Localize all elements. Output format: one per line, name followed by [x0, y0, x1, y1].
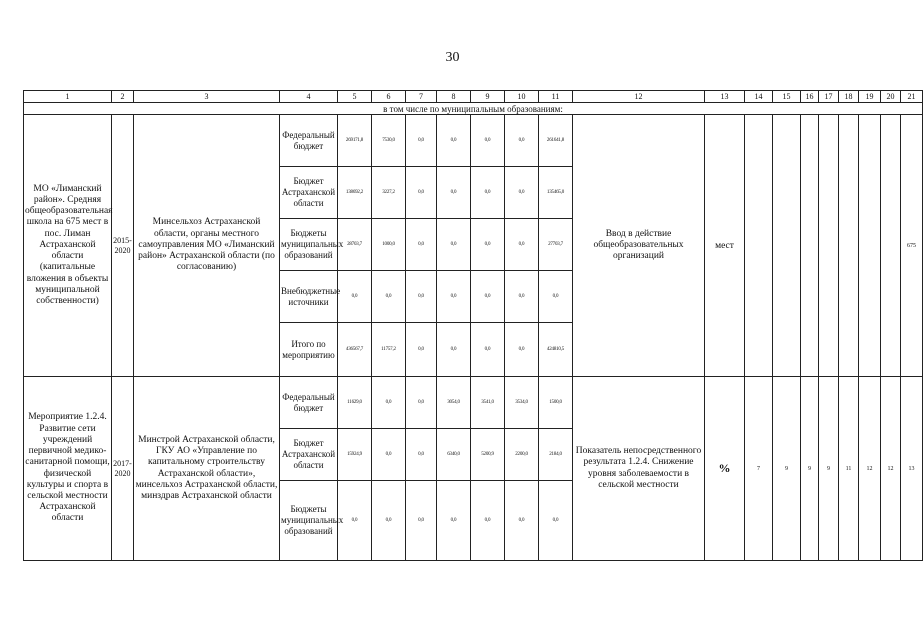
value-cell: 0,0 [406, 115, 437, 167]
value-cell: 0,0 [437, 115, 471, 167]
value-cell: 7530,0 [372, 115, 406, 167]
value-cell: 0,0 [437, 167, 471, 219]
indicator-name: Показатель непосредственного результата 1.2.4. Снижение уровня заболеваемости в сельской местности [573, 377, 705, 561]
value-cell: 0,0 [406, 167, 437, 219]
value-cell: 138692,2 [338, 167, 372, 219]
col-number: 5 [338, 91, 372, 103]
target-value: 9 [819, 377, 839, 561]
value-cell: 0,0 [505, 115, 539, 167]
value-cell: 0,0 [505, 323, 539, 377]
col-number: 19 [859, 91, 881, 103]
value-cell: 2184,0 [539, 429, 573, 481]
value-cell: 0,0 [372, 377, 406, 429]
value-cell: 0,0 [372, 481, 406, 561]
value-cell: 0,0 [471, 167, 505, 219]
indicator-unit: % [705, 377, 745, 561]
value-cell: 5200,9 [471, 429, 505, 481]
col-number: 7 [406, 91, 437, 103]
col-number: 9 [471, 91, 505, 103]
col-number: 3 [134, 91, 280, 103]
value-cell: 0,0 [338, 271, 372, 323]
value-cell: 27703,7 [539, 219, 573, 271]
value-cell: 0,0 [505, 481, 539, 561]
measure-executor: Минстрой Астраханской области, ГКУ АО «Управление по капитальному строительству Астраханской области», минсельхоз Астраханской области, минздрав Астраханской области [134, 377, 280, 561]
value-cell: 135465,0 [539, 167, 573, 219]
value-cell: 0,0 [539, 271, 573, 323]
program-table [23, 90, 923, 561]
col-number: 17 [819, 91, 839, 103]
col-number: 21 [901, 91, 923, 103]
col-number: 16 [801, 91, 819, 103]
value-cell: 0,0 [437, 323, 471, 377]
target-value: 9 [773, 377, 801, 561]
funding-source: Федеральный бюджет [280, 377, 338, 429]
value-cell: 11629,0 [338, 377, 372, 429]
value-cell: 1500,0 [539, 377, 573, 429]
value-cell: 0,0 [406, 429, 437, 481]
target-value: 13 [901, 377, 923, 561]
value-cell: 0,0 [406, 271, 437, 323]
value-cell: 0,0 [539, 481, 573, 561]
funding-source: Внебюджетные источники [280, 271, 338, 323]
col-number: 2 [112, 91, 134, 103]
col-number: 15 [773, 91, 801, 103]
value-cell: 0,0 [406, 323, 437, 377]
target-value [839, 115, 859, 377]
value-cell: 11757,2 [372, 323, 406, 377]
measure-years: 2015-2020 [112, 115, 134, 377]
target-value: 12 [881, 377, 901, 561]
value-cell: 0,0 [406, 481, 437, 561]
value-cell: 3054,0 [437, 377, 471, 429]
indicator-name: Ввод в действие общеобразовательных организаций [573, 115, 705, 377]
value-cell: 6340,0 [437, 429, 471, 481]
subtitle-row [24, 103, 923, 115]
value-cell: 1000,0 [372, 219, 406, 271]
target-value [819, 115, 839, 377]
target-value: 675 [901, 115, 923, 377]
value-cell: 0,0 [406, 377, 437, 429]
value-cell: 2200,0 [505, 429, 539, 481]
target-value [773, 115, 801, 377]
target-value [745, 115, 773, 377]
measure-years: 2017-2020 [112, 377, 134, 561]
value-cell: 436567,7 [338, 323, 372, 377]
target-value: 9 [801, 377, 819, 561]
value-cell: 0,0 [505, 167, 539, 219]
value-cell: 0,0 [471, 115, 505, 167]
col-number: 8 [437, 91, 471, 103]
value-cell: 0,0 [372, 271, 406, 323]
value-cell: 0,0 [471, 323, 505, 377]
col-number: 6 [372, 91, 406, 103]
funding-source: Бюджеты муниципальных образований [280, 481, 338, 561]
page-number: 30 [445, 50, 460, 65]
value-cell: 424810,5 [539, 323, 573, 377]
value-cell: 15924,9 [338, 429, 372, 481]
value-cell: 0,0 [505, 219, 539, 271]
target-value: 12 [859, 377, 881, 561]
col-number: 20 [881, 91, 901, 103]
table-row [24, 377, 923, 429]
value-cell: 0,0 [437, 219, 471, 271]
measure-name: Мероприятие 1.2.4. Развитие сети учреждений первичной медико-санитарной помощи, физической культуры и спорта в сельской местности Астраханской области [24, 377, 112, 561]
table-row [24, 115, 923, 167]
value-cell: 3227,2 [372, 167, 406, 219]
value-cell: 0,0 [338, 481, 372, 561]
value-cell: 261641,8 [539, 115, 573, 167]
value-cell: 0,0 [372, 429, 406, 481]
funding-source: Федеральный бюджет [280, 115, 338, 167]
funding-source: Бюджет Астраханской области [280, 167, 338, 219]
value-cell: 269171,8 [338, 115, 372, 167]
value-cell: 3534,0 [505, 377, 539, 429]
section-subtitle: в том числе по муниципальным образованиям: [24, 103, 923, 115]
col-number: 10 [505, 91, 539, 103]
value-cell: 3541,0 [471, 377, 505, 429]
value-cell: 28703,7 [338, 219, 372, 271]
target-value [881, 115, 901, 377]
indicator-unit: мест [705, 115, 745, 377]
value-cell: 0,0 [471, 481, 505, 561]
funding-source: Бюджеты муниципальных образований [280, 219, 338, 271]
target-value [859, 115, 881, 377]
measure-name: МО «Лиманский район». Средняя общеобразовательная школа на 675 мест в пос. Лиман Астраханской области (капитальные вложения в объекты муниципальной собственности) [24, 115, 112, 377]
funding-source: Итого по мероприятию [280, 323, 338, 377]
col-number: 4 [280, 91, 338, 103]
col-number: 12 [573, 91, 705, 103]
target-value: 7 [745, 377, 773, 561]
target-value: 11 [839, 377, 859, 561]
value-cell: 0,0 [471, 271, 505, 323]
value-cell: 0,0 [505, 271, 539, 323]
funding-source: Бюджет Астраханской области [280, 429, 338, 481]
value-cell: 0,0 [406, 219, 437, 271]
measure-executor: Минсельхоз Астраханской области, органы местного самоуправления МО «Лиманский район» Астраханской области (по согласованию) [134, 115, 280, 377]
value-cell: 0,0 [437, 271, 471, 323]
value-cell: 0,0 [437, 481, 471, 561]
value-cell: 0,0 [471, 219, 505, 271]
col-number: 14 [745, 91, 773, 103]
col-number: 18 [839, 91, 859, 103]
col-number: 11 [539, 91, 573, 103]
col-number: 1 [24, 91, 112, 103]
col-number: 13 [705, 91, 745, 103]
column-numbers-row [24, 91, 923, 103]
target-value [801, 115, 819, 377]
